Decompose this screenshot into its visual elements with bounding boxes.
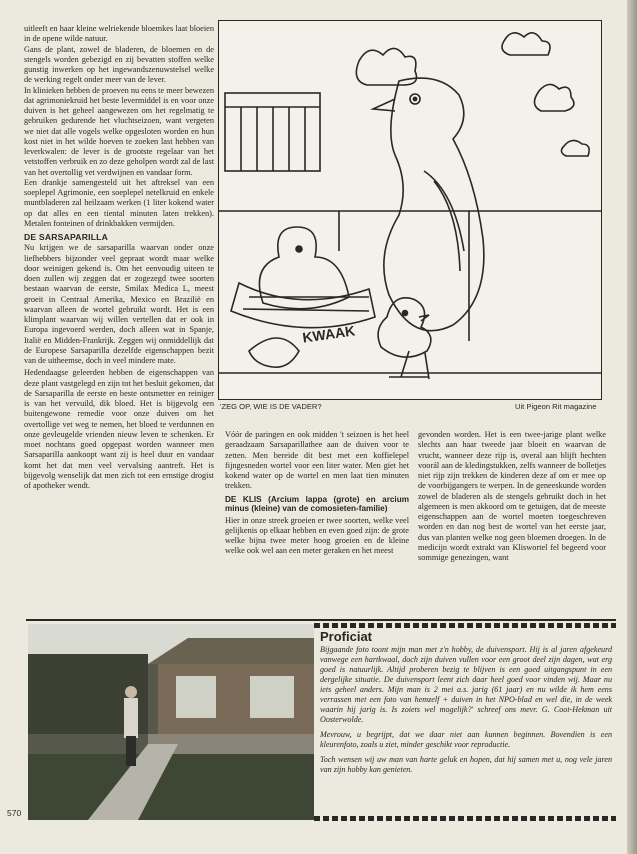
middle-paragraph-2: Hier in onze streek groeien er twee soorten, welke veel gelijkenis op elkaar hebben en even goed zijn: de grote welke bijna twee meter hoog groeien en de kleine welke ook wel aan een meter geraken en het meest bbox=[225, 515, 409, 556]
cartoon-credit: Uit Pigeon Rit magazine bbox=[515, 402, 597, 411]
hobby-photo bbox=[28, 624, 314, 820]
sarsaparilla-paragraph-1: Nu krijgen we de sarsaparilla waarvan onder onze liefhebbers bijzonder veel gepraat wordt maar welke door weinigen gekend is. Om het eenvoudig uiteen te doen zullen wij zeggen dat er zogezegd twee soorten bestaan waarvan de eerste, Smilax Medica L, meest groeit in Centraal Amerika, Mexico en Brazilië en waarvan alleen de wortel gebruikt wordt. Het is een klimplant waarvan wij willen vertellen dat er ook in Europa ingevoerd werden, doch alleen wat in Spanje, Italië en Midden-Frankrijk. Zeggen wij onmiddellijk dat de Europese Sarsaparilla dezelfde eigenschappen bezit van de uitheemse, doch in veel mindere mate. bbox=[24, 243, 214, 365]
cartoon-drawing bbox=[219, 21, 601, 399]
box-border-top bbox=[314, 623, 616, 628]
intro-paragraph-4: Een drankje samengesteld uit het aftreksel van een soeplepel Agrimonie, een soeplepel netelkruid en enkele muntbladeren zal heilzaam werken (1 liter kokend water op dat alles en een tiental minuten laten trekken). Metalen fonteinen of drinkbakken vermijden. bbox=[24, 177, 214, 228]
proficiat-title: Proficiat bbox=[320, 629, 373, 644]
right-paragraph: gevonden worden. Het is een twee-jarige plant welke slechts aan haar tweede jaar bloeit en waarvan de vrucht, wanneer deze rijp is, overal aan blijft hechten voorál aan de kledingstukken, zelfs wanneer de bolletjes niet rijp zijn trekken de kinderen deze af om er mee op de voorbijgangers te werpen. In de geneeskunde worden zowel de bladeren als de stengels gebruikt doch in het algemeen is men akkoord om te getuigen, dat de meeste eigenschappen aan de wortel moeten toegeschreven worden en dan nog best de wortel van het eerste jaar, dus van planten welke nog geen bloemen droegen. In de medicijn wordt extrakt van Kliswortel fel begeerd voor sommige genezingen, want bbox=[418, 430, 606, 562]
proficiat-letter: Bijgaande foto toont mijn man met z'n hobby, de duivensport. Hij is al jaren afgekeurd vanwege een hartkwaal, doch zijn duiven vullen voor een groot deel zijn dagen, wat erg goed is natuurlijk. Altijd proberen bezig te blijven is een goed uitgangspunt in een dergelijke situatie. De duivensport leent zich daar heel goed voor vinden wij. Maar nu iets geheel anders. Mijn man is 2 mei a.s. jarig (61 jaar) en nu wilde ik hem eens verrassen met een foto van hemzelf + duiven in het NPO-blad en wel die, in de week waarin hij jarig is. Is zoiets wel mogelijk?' schreef ons mevr. G. Coot-Hekman uit Oosterwolde. bbox=[320, 645, 612, 724]
intro-paragraph-1: uitleeft en haar kleine welriekende bloemkes laat bloeien in de opene wilde natuur. bbox=[24, 24, 214, 44]
middle-column bbox=[225, 430, 409, 557]
page-spine-shadow bbox=[627, 0, 637, 854]
intro-paragraph-2: Gans de plant, zowel de bladeren, de bloemen en de stengels worden gebezigd en zij bevatten stoffen welke gunstig inwerken op het ingewandszenuwstelsel welke de werking regelt onder meer van de lever. bbox=[24, 44, 214, 85]
klis-heading: DE KLIS (Arcium lappa (grote) en arcium minus (kleine) van de comosieten-familie) bbox=[225, 494, 409, 513]
photo-image bbox=[28, 624, 314, 820]
proficiat-reply: Mevrouw, u begrijpt, dat we daar niet aan kunnen beginnen. Bovendien is een kleurenfoto, zoals u ziet, minder geschikt voor reproductie. bbox=[320, 730, 612, 749]
intro-paragraph-3: In klinieken hebben de proeven nu eens te meer bewezen dat agrimoniekruid het beste levermiddel is en voor onze duiven is het geheel aangewezen om het regelmatig te gebruiken gedurende het vluchtseizoen, want vergeten we niet dat alle vogels welke opgesloten worden en hun kost niet in het wilde hoeven te zoeken last hebben van leverkwalen: de lever is de grootste regelaar van het vetstoffen verbruik en zo deze geholpen wordt zal de last van het overtollig vet verdwijnen en vandaar form. bbox=[24, 85, 214, 177]
proficiat-box bbox=[314, 629, 616, 828]
sarsaparilla-heading: DE SARSAPARILLA bbox=[24, 232, 109, 242]
sarsaparilla-paragraph-2: Hedendaagse geleerden hebben de eigenschappen van deze plant vastgelegd en zijn tot het besluit gekomen, dat de Sarsaparilla de eerste en beste ontsmetter en reiniger is van het vervuild, dik bloed. Het is bijgevolg een buitengewone remedie voor onze duiven om het overtollige vet weg te nemen, het bloed te verdunnen en onze gevleugelde vrienden nieuw leven te schenken. Er moet nochtans goed opgepast worden wanneer men Sarsaparilla aankoopt want zij is heel duur en vandaar komt het dat men veel vervalsing aantreft. Het is bijgevolg wenselijk dat men zich tot een ernstige drogist of apotheker wendt. bbox=[24, 368, 214, 490]
proficiat-body bbox=[320, 629, 612, 780]
box-border-bottom bbox=[314, 816, 616, 821]
cartoon-sound-effect: KWAAK bbox=[301, 322, 357, 346]
right-column bbox=[418, 430, 606, 563]
cartoon-caption: 'ZEG OP, WIE IS DE VADER? bbox=[220, 402, 322, 411]
cartoon-illustration bbox=[218, 20, 602, 400]
page-number: 570 bbox=[7, 808, 22, 818]
left-column bbox=[24, 24, 214, 491]
middle-paragraph-1: Vóór de paringen en ook midden 't seizoen is het heel geraadzaam Sarsaparillathee aan de duiven voor te zetten. Men bereide dit best met een koffielepel fijngesneden wortel voor een liter water. Men giet het kokend water op de wortel en men laat tien minuten trekken. bbox=[225, 430, 409, 491]
section-divider bbox=[26, 619, 616, 621]
proficiat-wish: Toch wensen wij uw man van harte geluk en hopen, dat hij samen met u, nog vele jaren van zijn hobby kan genieten. bbox=[320, 755, 612, 774]
